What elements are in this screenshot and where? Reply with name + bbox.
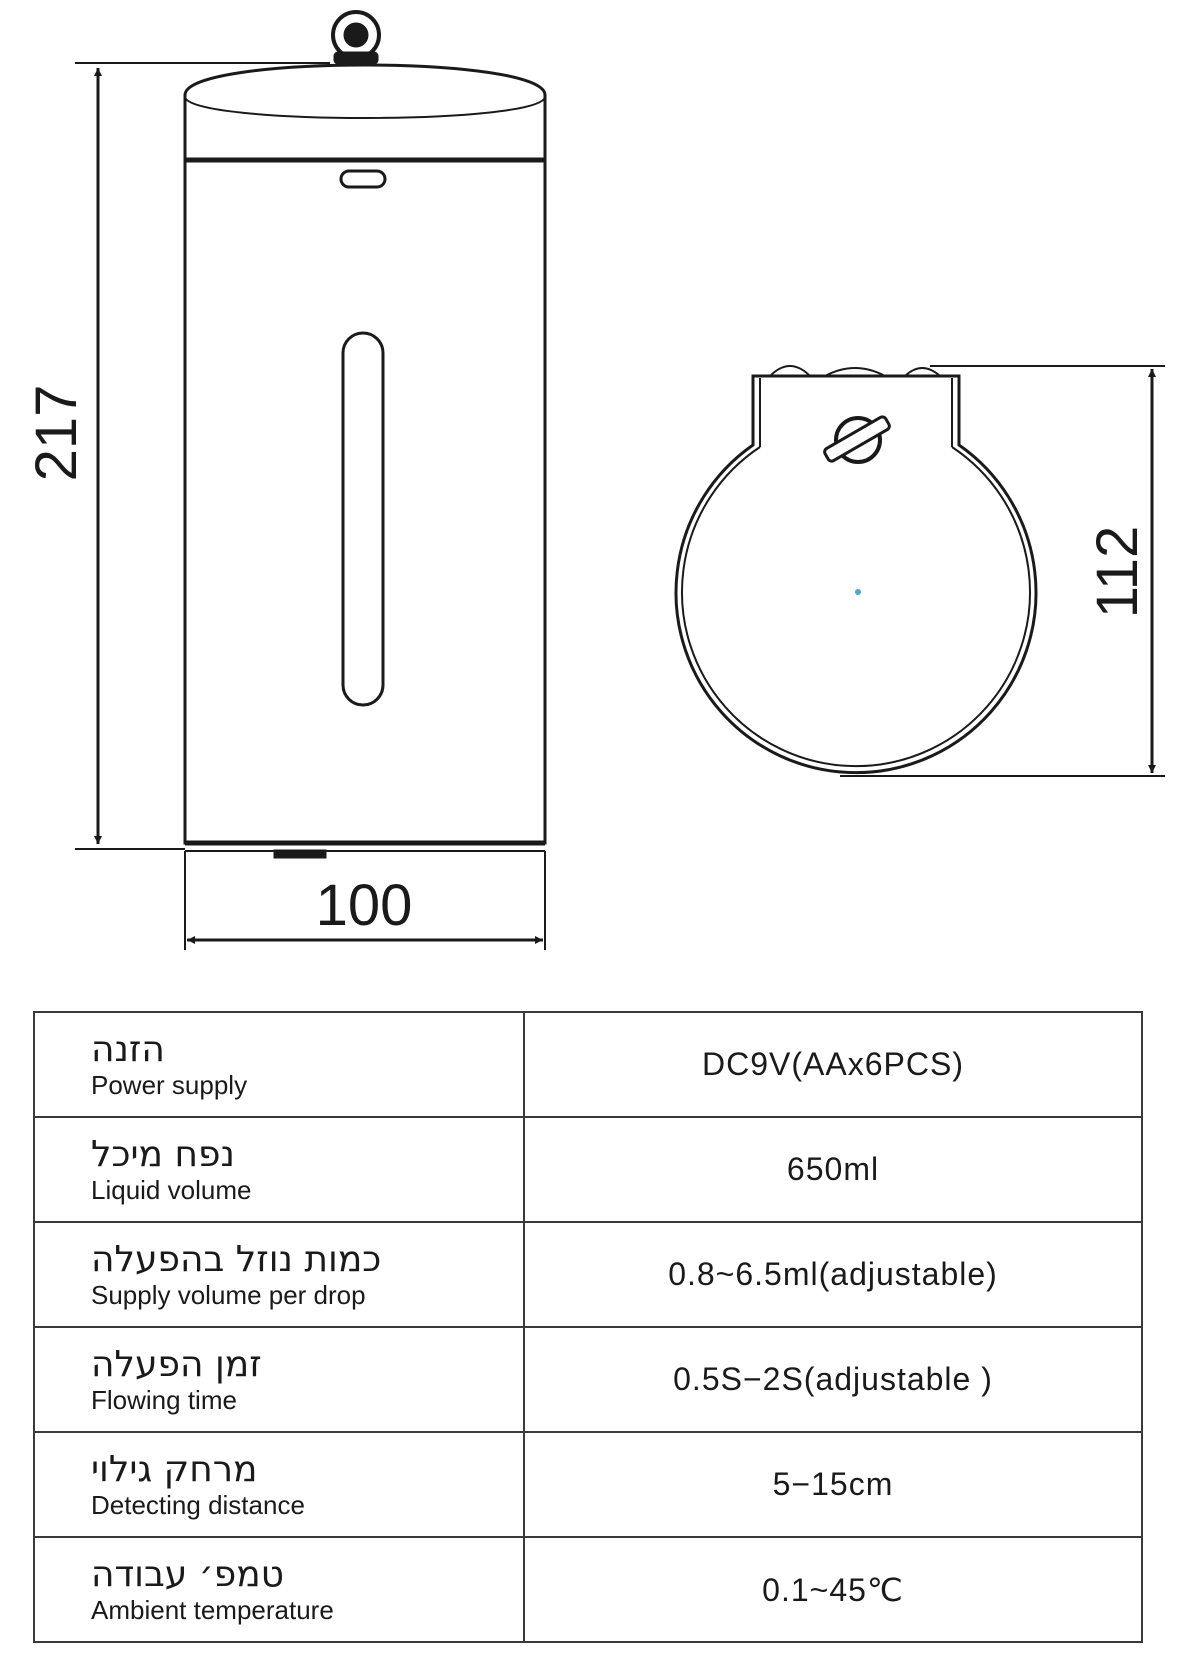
spec-label-english: Liquid volume [91, 1174, 252, 1205]
lock-knob-icon [333, 12, 379, 63]
front-view [185, 12, 545, 857]
sensor-window [341, 171, 385, 187]
sensor-dot [855, 589, 861, 595]
lock-knob-top-icon [823, 415, 891, 462]
spec-label-cell [34, 1432, 524, 1537]
table-row [34, 1222, 1142, 1327]
spec-value: DC9V(AAx6PCS) [524, 1012, 1142, 1117]
spec-value: 0.5S−2S(adjustable ) [524, 1327, 1142, 1432]
table-row [34, 1327, 1142, 1432]
spec-label-english: Detecting distance [91, 1489, 305, 1520]
spec-label-cell [34, 1012, 524, 1117]
spec-label-cell [34, 1327, 524, 1432]
spec-label-hebrew: כמות נוזל בהפעלה [91, 1238, 382, 1280]
table-row [34, 1012, 1142, 1117]
spec-value: 5−15cm [524, 1432, 1142, 1537]
spec-value: 0.1~45℃ [524, 1537, 1142, 1642]
spec-label-hebrew: נפח מיכל [91, 1133, 235, 1175]
front-dimensions [75, 63, 545, 950]
spec-label-hebrew: טמפ׳ עבודה [91, 1553, 285, 1595]
level-window [343, 333, 383, 705]
specification-table [33, 1011, 1143, 1643]
spec-label-hebrew: זמן הפעלה [91, 1343, 262, 1385]
table-row [34, 1537, 1142, 1642]
spec-label-cell [34, 1222, 524, 1327]
spec-label-english: Power supply [91, 1069, 248, 1100]
spec-label-english: Flowing time [91, 1384, 237, 1415]
height-label: 217 [24, 384, 89, 482]
spec-label-english: Ambient temperature [91, 1594, 334, 1625]
spec-label-hebrew: מרחק גילוי [91, 1448, 258, 1490]
spec-label-cell [34, 1537, 524, 1642]
spec-label-cell [34, 1117, 524, 1222]
nozzle [275, 851, 325, 857]
top-view [676, 366, 1036, 773]
dispenser-body [185, 160, 545, 843]
spec-label-hebrew: הזנה [91, 1028, 165, 1070]
width-label: 100 [315, 873, 413, 938]
table-row [34, 1117, 1142, 1222]
table-row [34, 1432, 1142, 1537]
spec-value: 650ml [524, 1117, 1142, 1222]
spec-label-english: Supply volume per drop [91, 1279, 366, 1310]
depth-label: 112 [1085, 525, 1150, 619]
spec-value: 0.8~6.5ml(adjustable) [524, 1222, 1142, 1327]
